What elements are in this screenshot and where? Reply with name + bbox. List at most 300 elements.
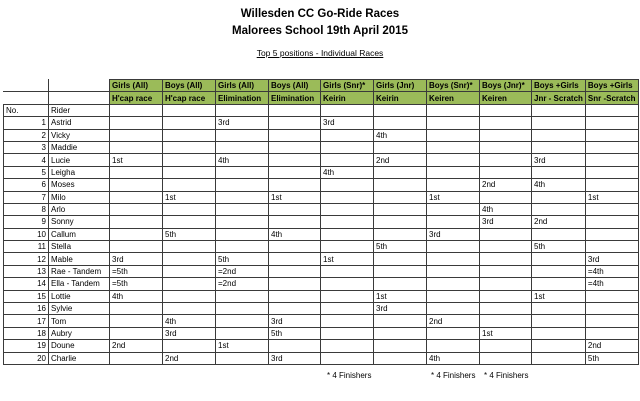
position-cell	[427, 154, 480, 166]
rider-number: 13	[4, 265, 49, 277]
table-row	[4, 352, 639, 364]
position-cell	[269, 203, 321, 215]
table-row	[4, 315, 639, 327]
position-cell	[163, 278, 216, 290]
position-cell	[216, 141, 269, 153]
position-cell	[585, 154, 638, 166]
race-header-cell: Keiren	[427, 92, 480, 104]
rider-number: 10	[4, 228, 49, 240]
position-cell	[269, 166, 321, 178]
position-cell	[216, 216, 269, 228]
position-cell: =2nd	[216, 278, 269, 290]
rider-number: 16	[4, 303, 49, 315]
rider-column-label: Rider	[49, 104, 110, 116]
race-header-cell: H'cap race	[110, 92, 163, 104]
position-cell: =4th	[585, 265, 638, 277]
position-cell: 1st	[216, 340, 269, 352]
position-cell	[532, 265, 586, 277]
position-cell	[374, 228, 427, 240]
position-cell	[427, 265, 480, 277]
position-cell: 1st	[427, 191, 480, 203]
position-cell	[269, 241, 321, 253]
position-cell	[110, 303, 163, 315]
position-cell: 3rd	[585, 253, 638, 265]
rider-name: Astrid	[49, 117, 110, 129]
position-cell	[480, 278, 532, 290]
position-cell	[269, 265, 321, 277]
empty-cell	[480, 104, 532, 116]
position-cell	[374, 216, 427, 228]
position-cell	[480, 129, 532, 141]
position-cell	[321, 216, 374, 228]
position-cell	[269, 179, 321, 191]
position-cell	[321, 327, 374, 339]
position-cell	[585, 315, 638, 327]
results-table	[3, 79, 639, 365]
rider-number: 19	[4, 340, 49, 352]
group-header-cell: Girls (All)	[216, 80, 269, 92]
position-cell	[532, 129, 586, 141]
empty-cell	[374, 104, 427, 116]
position-cell	[269, 154, 321, 166]
race-header-cell: Elimination	[269, 92, 321, 104]
position-cell	[163, 117, 216, 129]
position-cell	[216, 315, 269, 327]
position-cell	[585, 129, 638, 141]
rider-name: Vicky	[49, 129, 110, 141]
position-cell	[374, 265, 427, 277]
position-cell	[585, 327, 638, 339]
position-cell	[163, 216, 216, 228]
position-cell	[585, 290, 638, 302]
position-cell	[163, 141, 216, 153]
position-cell	[110, 191, 163, 203]
position-cell: 2nd	[110, 340, 163, 352]
position-cell	[480, 253, 532, 265]
position-cell	[216, 179, 269, 191]
position-cell	[321, 352, 374, 364]
position-cell	[585, 228, 638, 240]
position-cell	[110, 129, 163, 141]
position-cell	[532, 352, 586, 364]
footnote: * 4 Finishers	[431, 371, 476, 380]
group-header-cell: Girls (Jnr)	[374, 80, 427, 92]
position-cell	[321, 315, 374, 327]
position-cell	[321, 265, 374, 277]
position-cell: 1st	[374, 290, 427, 302]
position-cell	[427, 241, 480, 253]
table-caption: Top 5 positions - Individual Races	[256, 48, 384, 58]
table-row	[4, 278, 639, 290]
position-cell	[585, 241, 638, 253]
label-row	[4, 104, 639, 116]
position-cell	[480, 166, 532, 178]
table-row	[4, 290, 639, 302]
page-subtitle: Malorees School 19th April 2015	[232, 25, 408, 37]
position-cell: =2nd	[216, 265, 269, 277]
rider-name: Doune	[49, 340, 110, 352]
position-cell	[321, 154, 374, 166]
group-header-cell: Boys +Girls	[532, 80, 586, 92]
position-cell	[163, 290, 216, 302]
position-cell	[585, 141, 638, 153]
rider-name: Ella - Tandem	[49, 278, 110, 290]
position-cell	[163, 340, 216, 352]
position-cell	[269, 303, 321, 315]
position-cell	[427, 166, 480, 178]
empty-cell	[269, 104, 321, 116]
empty-cell	[427, 104, 480, 116]
position-cell	[374, 117, 427, 129]
position-cell: =5th	[110, 265, 163, 277]
position-cell: 1st	[532, 290, 586, 302]
position-cell: 4th	[427, 352, 480, 364]
table-row	[4, 253, 639, 265]
empty-cell	[216, 104, 269, 116]
position-cell	[321, 290, 374, 302]
position-cell: 2nd	[163, 352, 216, 364]
blank-header-cell	[49, 80, 110, 92]
position-cell	[110, 327, 163, 339]
position-cell	[480, 265, 532, 277]
position-cell	[480, 241, 532, 253]
position-cell	[427, 303, 480, 315]
position-cell	[480, 340, 532, 352]
position-cell: 3rd	[269, 352, 321, 364]
no-column-label: No.	[4, 104, 49, 116]
position-cell	[480, 228, 532, 240]
position-cell: 3rd	[321, 117, 374, 129]
group-header-cell: Boys (Jnr)*	[480, 80, 532, 92]
position-cell	[374, 141, 427, 153]
position-cell	[163, 253, 216, 265]
table-row	[4, 303, 639, 315]
position-cell: 1st	[585, 191, 638, 203]
position-cell	[321, 141, 374, 153]
position-cell: 5th	[532, 241, 586, 253]
position-cell: =5th	[110, 278, 163, 290]
position-cell	[427, 203, 480, 215]
position-cell	[585, 216, 638, 228]
rider-name: Maddie	[49, 141, 110, 153]
blank-header-cell	[4, 80, 49, 92]
rider-number: 1	[4, 117, 49, 129]
position-cell	[480, 154, 532, 166]
table-row	[4, 340, 639, 352]
rider-number: 20	[4, 352, 49, 364]
position-cell	[216, 303, 269, 315]
position-cell	[427, 253, 480, 265]
position-cell	[427, 327, 480, 339]
position-cell: 5th	[163, 228, 216, 240]
position-cell	[269, 216, 321, 228]
position-cell	[427, 340, 480, 352]
rider-number: 6	[4, 179, 49, 191]
position-cell: 1st	[110, 154, 163, 166]
position-cell	[110, 203, 163, 215]
position-cell: 1st	[269, 191, 321, 203]
position-cell	[110, 241, 163, 253]
rider-name: Charlie	[49, 352, 110, 364]
position-cell	[532, 228, 586, 240]
position-cell	[480, 352, 532, 364]
position-cell: 3rd	[427, 228, 480, 240]
race-header-cell: H'cap race	[163, 92, 216, 104]
group-header-cell: Girls (All)	[110, 80, 163, 92]
position-cell	[163, 166, 216, 178]
group-header-cell: Boys (All)	[163, 80, 216, 92]
position-cell	[374, 340, 427, 352]
position-cell	[427, 117, 480, 129]
position-cell	[110, 117, 163, 129]
position-cell	[163, 241, 216, 253]
table-row	[4, 141, 639, 153]
position-cell	[480, 191, 532, 203]
rider-name: Rae - Tandem	[49, 265, 110, 277]
race-header-cell: Keiren	[480, 92, 532, 104]
position-cell	[374, 203, 427, 215]
rider-name: Stella	[49, 241, 110, 253]
race-header-row	[4, 92, 639, 104]
position-cell: 4th	[321, 166, 374, 178]
rider-number: 11	[4, 241, 49, 253]
page-title: Willesden CC Go-Ride Races	[240, 8, 400, 20]
position-cell: 4th	[269, 228, 321, 240]
position-cell: 3rd	[532, 154, 586, 166]
position-cell	[163, 179, 216, 191]
rider-name: Aubry	[49, 327, 110, 339]
position-cell: 4th	[532, 179, 586, 191]
position-cell	[532, 303, 586, 315]
rider-name: Arlo	[49, 203, 110, 215]
position-cell	[532, 278, 586, 290]
position-cell	[216, 191, 269, 203]
position-cell	[532, 191, 586, 203]
position-cell	[110, 228, 163, 240]
position-cell: =4th	[585, 278, 638, 290]
position-cell	[480, 117, 532, 129]
position-cell	[269, 117, 321, 129]
position-cell	[532, 166, 586, 178]
position-cell	[269, 290, 321, 302]
position-cell	[321, 203, 374, 215]
position-cell: 2nd	[374, 154, 427, 166]
position-cell	[163, 303, 216, 315]
rider-name: Sonny	[49, 216, 110, 228]
position-cell	[110, 141, 163, 153]
rider-name: Lucie	[49, 154, 110, 166]
position-cell	[216, 290, 269, 302]
blank-header-cell	[49, 92, 110, 104]
rider-number: 4	[4, 154, 49, 166]
position-cell: 2nd	[532, 216, 586, 228]
position-cell	[110, 216, 163, 228]
rider-number: 14	[4, 278, 49, 290]
rider-number: 5	[4, 166, 49, 178]
rider-name: Mable	[49, 253, 110, 265]
position-cell: 3rd	[163, 327, 216, 339]
position-cell	[163, 129, 216, 141]
position-cell	[110, 179, 163, 191]
table-row	[4, 241, 639, 253]
rider-number: 7	[4, 191, 49, 203]
position-cell	[374, 352, 427, 364]
position-cell	[374, 315, 427, 327]
empty-cell	[110, 104, 163, 116]
group-header-cell: Girls (Snr)*	[321, 80, 374, 92]
rider-number: 3	[4, 141, 49, 153]
position-cell	[110, 166, 163, 178]
position-cell	[480, 141, 532, 153]
rider-name: Milo	[49, 191, 110, 203]
position-cell	[585, 179, 638, 191]
position-cell: 3rd	[110, 253, 163, 265]
position-cell: 1st	[321, 253, 374, 265]
group-header-cell: Boys (Snr)*	[427, 80, 480, 92]
position-cell	[269, 129, 321, 141]
footnote: * 4 Finishers	[327, 371, 372, 380]
position-cell	[532, 340, 586, 352]
position-cell	[216, 166, 269, 178]
table-row	[4, 203, 639, 215]
race-header-cell: Elimination	[216, 92, 269, 104]
race-header-cell: Snr -Scratch	[585, 92, 638, 104]
position-cell	[321, 303, 374, 315]
position-cell	[374, 166, 427, 178]
position-cell	[110, 352, 163, 364]
position-cell	[427, 278, 480, 290]
position-cell	[269, 278, 321, 290]
race-header-cell: Jnr - Scratch	[532, 92, 586, 104]
table-row	[4, 129, 639, 141]
position-cell	[532, 203, 586, 215]
position-cell	[163, 265, 216, 277]
rider-name: Tom	[49, 315, 110, 327]
table-row	[4, 216, 639, 228]
position-cell	[374, 179, 427, 191]
position-cell	[585, 303, 638, 315]
table-row	[4, 327, 639, 339]
position-cell	[321, 228, 374, 240]
position-cell	[427, 179, 480, 191]
position-cell: 4th	[110, 290, 163, 302]
empty-cell	[321, 104, 374, 116]
position-cell	[321, 191, 374, 203]
position-cell	[427, 141, 480, 153]
position-cell: 4th	[480, 203, 532, 215]
race-header-cell: Keirin	[374, 92, 427, 104]
empty-cell	[585, 104, 638, 116]
position-cell: 2nd	[480, 179, 532, 191]
position-cell	[163, 154, 216, 166]
title-block	[0, 6, 640, 59]
position-cell	[110, 315, 163, 327]
position-cell	[585, 117, 638, 129]
position-cell	[269, 253, 321, 265]
rider-name: Moses	[49, 179, 110, 191]
position-cell	[532, 327, 586, 339]
table-row	[4, 117, 639, 129]
rider-name: Lottie	[49, 290, 110, 302]
position-cell	[480, 290, 532, 302]
position-cell	[532, 315, 586, 327]
empty-cell	[532, 104, 586, 116]
rider-number: 18	[4, 327, 49, 339]
position-cell: 3rd	[480, 216, 532, 228]
position-cell: 5th	[269, 327, 321, 339]
position-cell	[374, 327, 427, 339]
position-cell	[427, 129, 480, 141]
position-cell	[216, 228, 269, 240]
position-cell	[585, 166, 638, 178]
position-cell: 2nd	[585, 340, 638, 352]
position-cell: 3rd	[374, 303, 427, 315]
position-cell	[321, 278, 374, 290]
rider-number: 8	[4, 203, 49, 215]
position-cell: 5th	[216, 253, 269, 265]
position-cell	[163, 203, 216, 215]
footnote: * 4 Finishers	[484, 371, 529, 380]
rider-number: 2	[4, 129, 49, 141]
group-header-cell: Boys (All)	[269, 80, 321, 92]
position-cell	[374, 278, 427, 290]
position-cell	[216, 327, 269, 339]
footnotes	[0, 371, 640, 385]
empty-cell	[163, 104, 216, 116]
table-row	[4, 265, 639, 277]
group-header-row	[4, 80, 639, 92]
position-cell	[216, 129, 269, 141]
position-cell: 4th	[216, 154, 269, 166]
rider-name: Callum	[49, 228, 110, 240]
rider-number: 9	[4, 216, 49, 228]
table-row	[4, 191, 639, 203]
position-cell	[480, 303, 532, 315]
position-cell	[216, 241, 269, 253]
position-cell	[216, 203, 269, 215]
race-header-cell: Keirin	[321, 92, 374, 104]
position-cell: 4th	[163, 315, 216, 327]
rider-number: 12	[4, 253, 49, 265]
position-cell	[427, 216, 480, 228]
position-cell: 4th	[374, 129, 427, 141]
position-cell	[321, 129, 374, 141]
rider-name: Sylvie	[49, 303, 110, 315]
table-row	[4, 166, 639, 178]
position-cell	[532, 117, 586, 129]
blank-header-cell	[4, 92, 49, 104]
position-cell	[269, 141, 321, 153]
position-cell	[374, 191, 427, 203]
table-row	[4, 228, 639, 240]
position-cell: 1st	[480, 327, 532, 339]
position-cell	[269, 340, 321, 352]
table-row	[4, 179, 639, 191]
position-cell	[427, 290, 480, 302]
position-cell	[321, 241, 374, 253]
position-cell	[532, 141, 586, 153]
position-cell	[216, 352, 269, 364]
rider-number: 15	[4, 290, 49, 302]
position-cell	[480, 315, 532, 327]
position-cell: 5th	[585, 352, 638, 364]
position-cell	[321, 340, 374, 352]
table-row	[4, 154, 639, 166]
group-header-cell: Boys +Girls	[585, 80, 638, 92]
position-cell	[374, 253, 427, 265]
rider-number: 17	[4, 315, 49, 327]
position-cell: 1st	[163, 191, 216, 203]
